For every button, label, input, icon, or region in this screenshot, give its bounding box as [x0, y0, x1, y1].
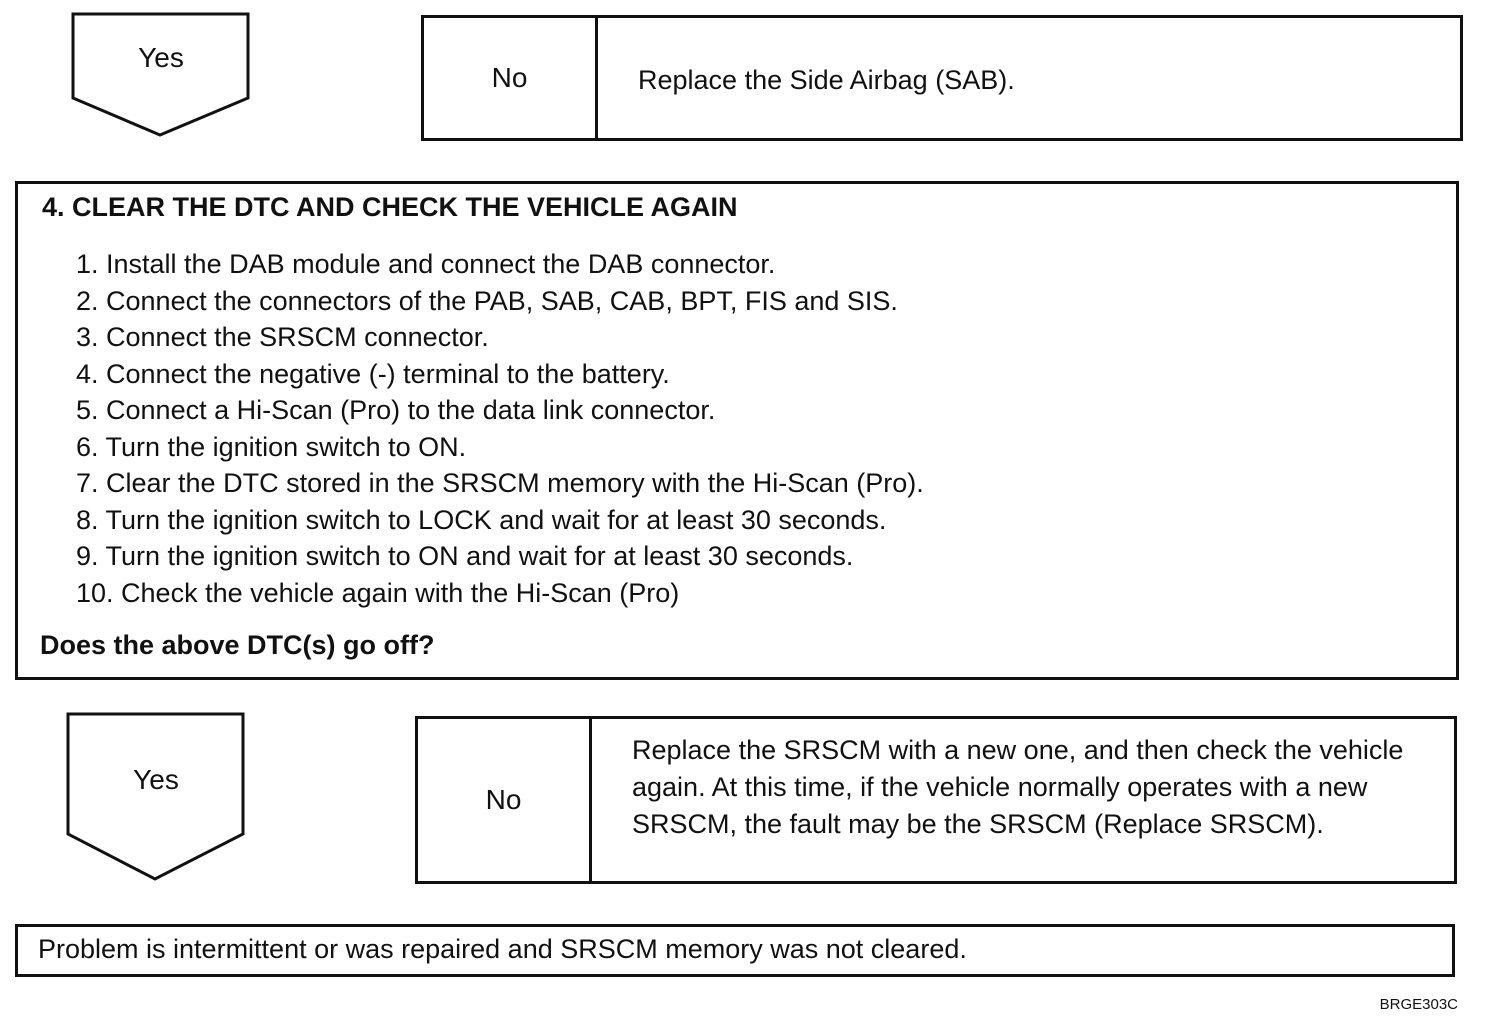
list-item: 5. Connect a Hi-Scan (Pro) to the data link connector. [76, 395, 716, 425]
yes-label-1: Yes [138, 42, 184, 73]
step-title: 4. CLEAR THE DTC AND CHECK THE VEHICLE AGAIN [42, 192, 738, 222]
result-box: Problem is intermittent or was repaired and SRSCM memory was not cleared. [15, 924, 1455, 977]
step-list [76, 246, 924, 611]
list-item: 3. Connect the SRSCM connector. [76, 322, 489, 352]
no-box-1 [421, 15, 1463, 141]
yes-arrow-1 [71, 12, 251, 138]
list-item: 1. Install the DAB module and connect the DAB connector. [76, 249, 776, 279]
list-item: 2. Connect the connectors of the PAB, SAB, CAB, BPT, FIS and SIS. [76, 285, 898, 316]
step-box [15, 181, 1459, 680]
list-item: 10. Check the vehicle again with the Hi-Scan (Pro) [76, 577, 680, 608]
yes-label-2: Yes [133, 764, 179, 795]
list-item: 9. Turn the ignition switch to ON and wait for at least 30 seconds. [76, 541, 854, 571]
step-question: Does the above DTC(s) go off? [40, 630, 435, 660]
list-item: 8. Turn the ignition switch to LOCK and wait for at least 30 seconds. [76, 504, 887, 535]
pentagon-arrow-icon [71, 12, 251, 138]
no-label-1: No [424, 18, 598, 138]
list-item: 6. Turn the ignition switch to ON. [76, 431, 467, 462]
figure-code: BRGE303C [1379, 996, 1458, 1013]
no-box-2 [415, 716, 1457, 884]
list-item: 7. Clear the DTC stored in the SRSCM memory with the Hi-Scan (Pro). [76, 468, 924, 498]
no-text-2: Replace the SRSCM with a new one, and then check the vehicle again. At this time, if the vehicle normally operates with a new SRSCM, the fault may be the SRSCM (Replace SRSCM). [632, 735, 1404, 839]
yes-arrow-2 [66, 712, 246, 882]
pentagon-arrow-icon [66, 712, 246, 882]
no-label-2: No [418, 719, 592, 881]
list-item: 4. Connect the negative (-) terminal to the battery. [76, 358, 670, 389]
no-text-1: Replace the Side Airbag (SAB). [638, 65, 1015, 95]
